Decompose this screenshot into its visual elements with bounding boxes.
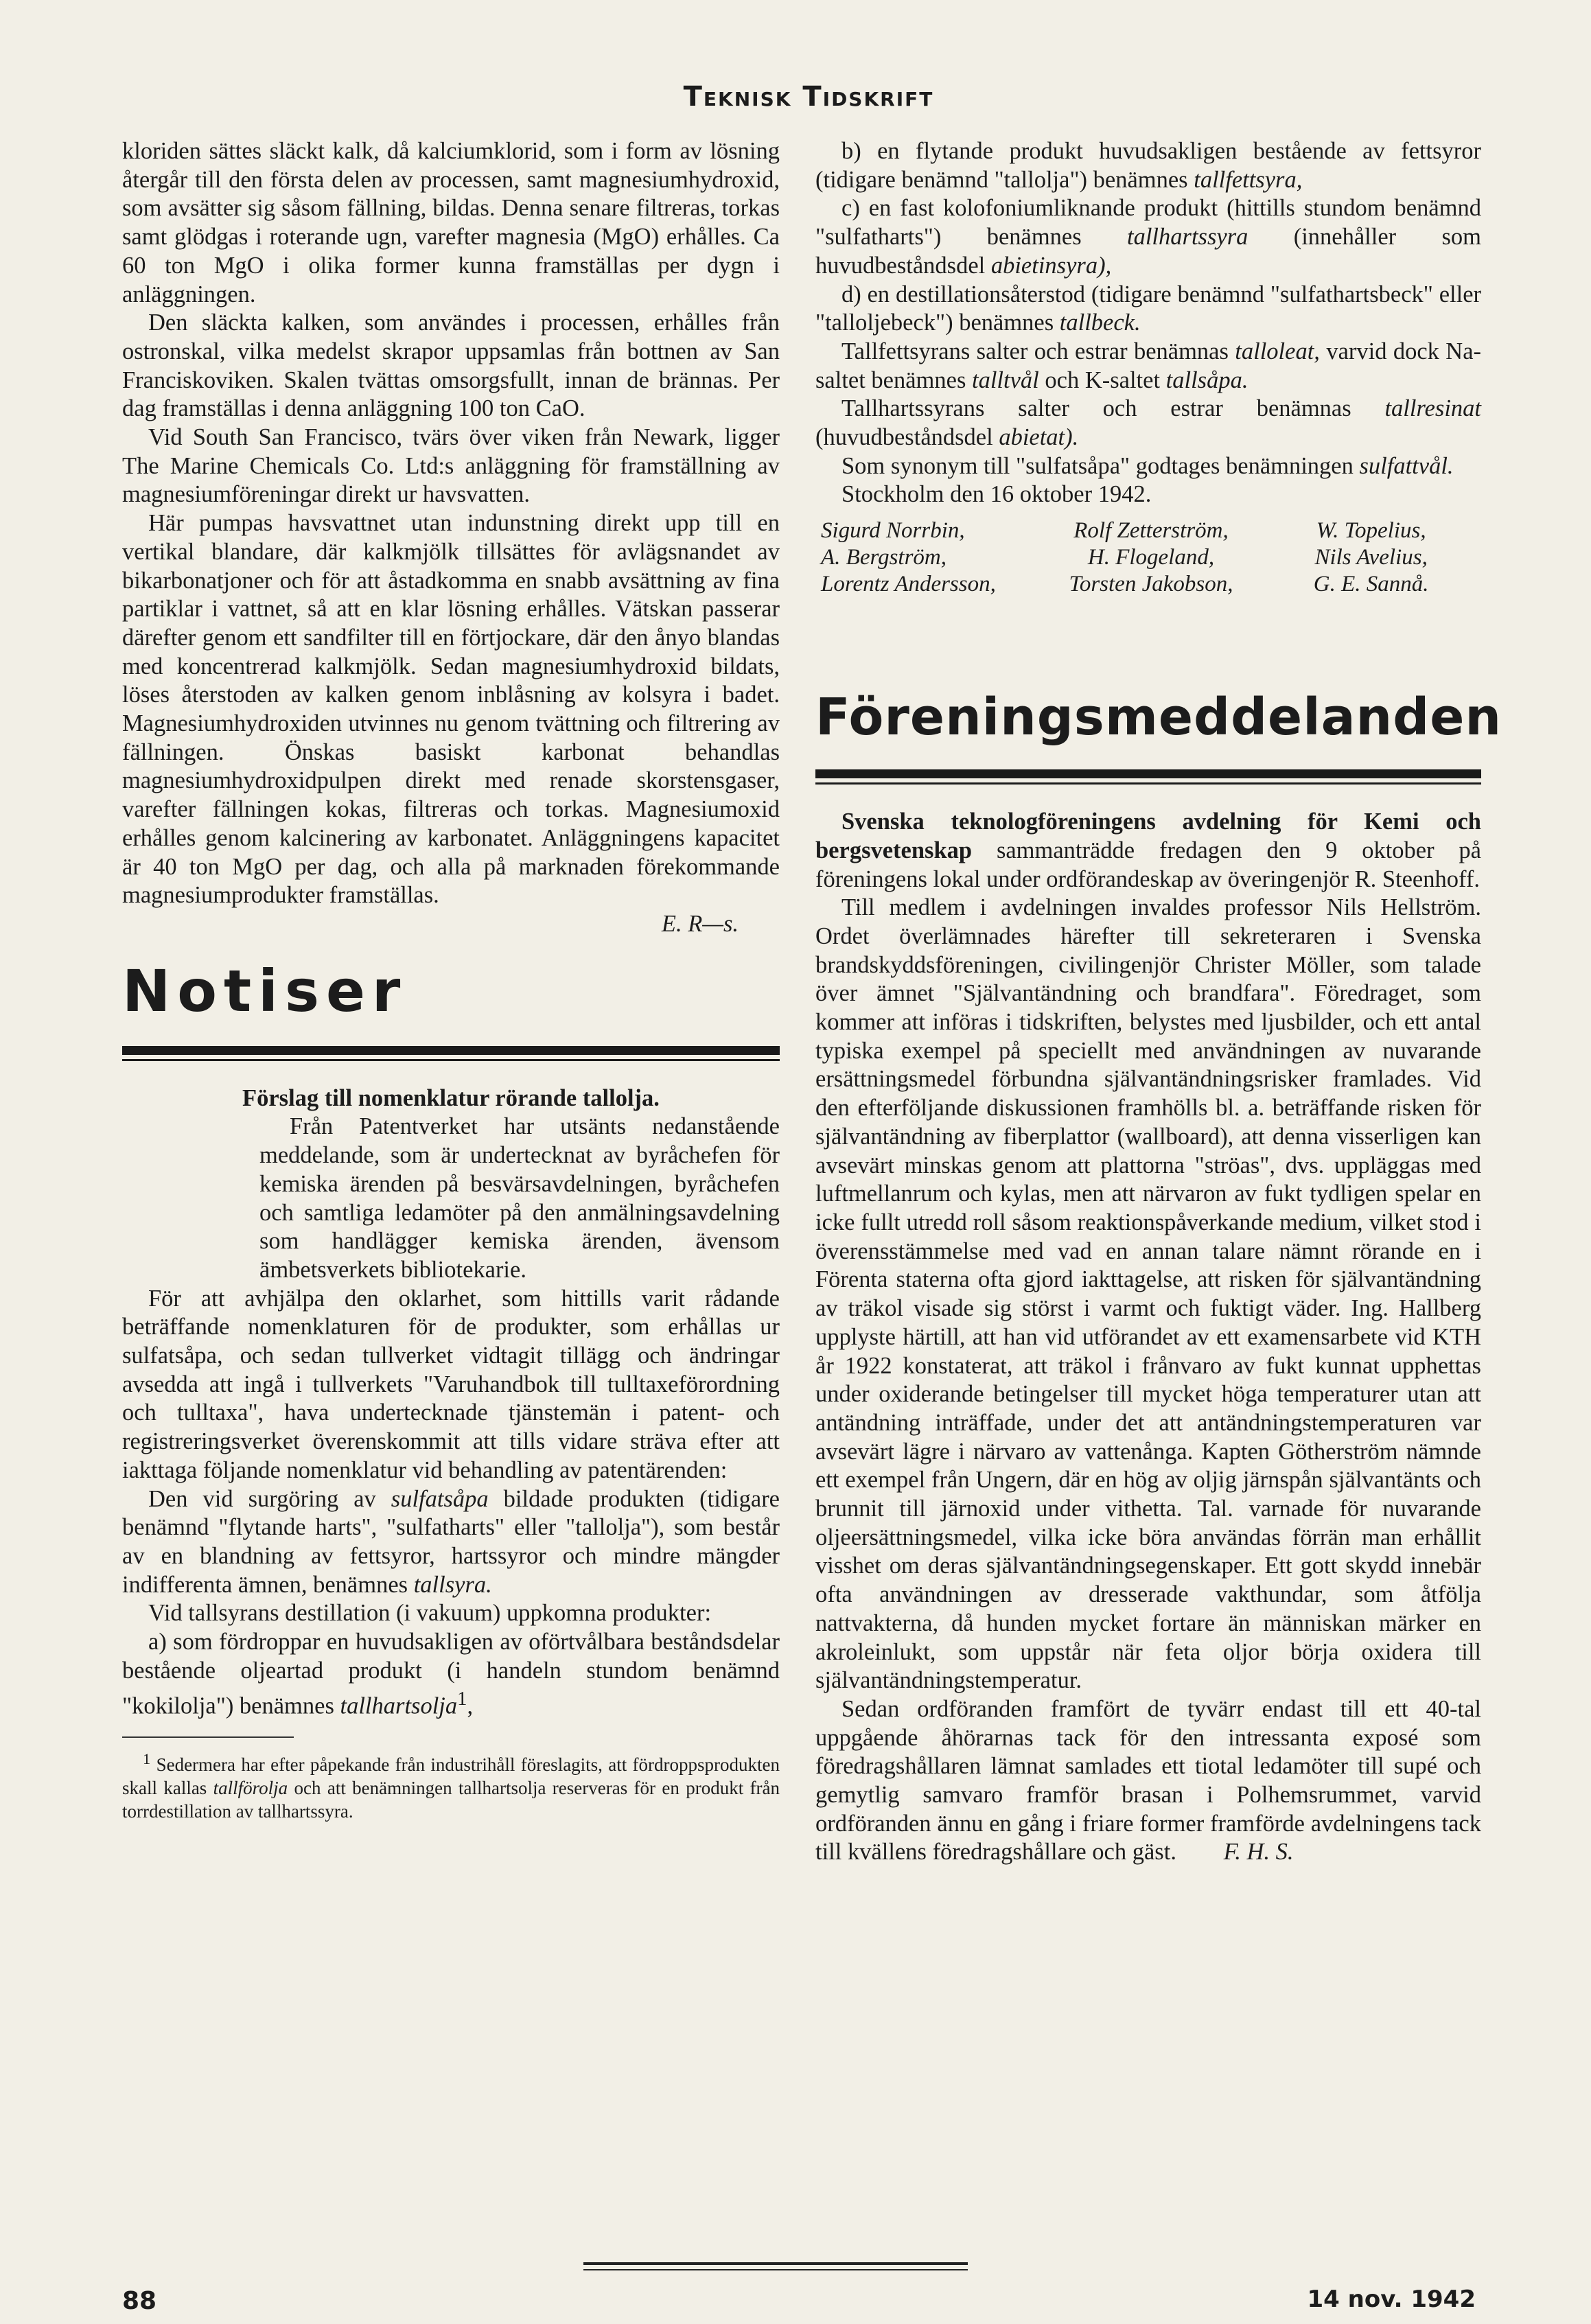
section-heading-foreningsmeddelanden: Föreningsmeddelanden	[815, 688, 1502, 747]
paragraph: kloriden sättes släckt kalk, då kalciumklorid, som i form av lösning återgår till den första delen av processen, samt magnesiumhydroxid, som avsätter sig såsom fällning, bildas. Denna senare filtreras, torkas samt glödgas i roterande ugn, varefter magnesia (MgO) erhålles. Ca 60 ton MgO i olika former kunna framställas per dygn i anläggningen.	[122, 138, 780, 307]
journal-masthead: Teknisk Tidskrift	[683, 81, 934, 113]
paragraph: Tallhartssyrans salter och estrar benämnas tallresinat (huvudbeståndsdel abietat).	[815, 395, 1481, 451]
signatory: W. Topelius,	[1316, 518, 1426, 544]
article-signature: E. R—s.	[661, 910, 739, 937]
signatory: Sigurd Norrbin,	[821, 518, 965, 544]
right-column	[815, 137, 1502, 1867]
paragraph: Vid South San Francisco, tvärs över viken från Newark, ligger The Marine Chemicals Co. Ltd:s anläggning för framställning av magnesiumföreningar direkt ur havsvatten.	[122, 424, 780, 508]
heading-rule-thick	[815, 769, 1481, 778]
paragraph: Svenska teknologföreningens avdelning för Kemi och bergsvetenskap sammanträdde fredagen den 9 oktober på föreningens lokal under ordförandeskap av överingenjör R. Steenhoff.	[815, 809, 1481, 892]
section-heading-notiser: Notiser	[122, 957, 408, 1025]
paragraph: Från Patentverket har utsänts nedanstående meddelande, som är undertecknat av byråchefen för kemiska ärenden på besvärsavdelningen, byråchefen och samtliga ledamöter på den anmälningsavdelning som handlägger kemiska ärenden, ävensom ämbetsverkets bibliotekarie.	[259, 1113, 780, 1283]
paragraph: b) en flytande produkt huvudsakligen bestående av fettsyror (tidigare benämnd "tallolja") benämnes tallfettsyra,	[815, 138, 1481, 193]
signatory: Rolf Zetterström,	[1073, 518, 1229, 544]
footnote-marker: 1	[457, 1688, 467, 1710]
heading-rule-thick	[122, 1046, 780, 1055]
issue-date: 14 nov. 1942	[1307, 2286, 1476, 2313]
heading-rule-thin	[122, 1059, 780, 1061]
paragraph: Vid tallsyrans destillation (i vakuum) uppkomna produkter:	[148, 1600, 712, 1627]
signatory: H. Flogeland,	[1087, 545, 1215, 570]
paragraph: Till medlem i avdelningen invaldes professor Nils Hellström. Ordet överlämnades härefter till sekreteraren i Svenska brandskyddsföreningen, civilingenjör Christer Möller, som talade över ämnet "Självantändning och brandfara". Föredraget, som kommer att införas i tidskriften, belystes med ljusbilder, och ett antal typiska exempel på speciellt med användningen av nuvarande ersättningsmedel förbundna självantändningsrisker framlades. Vid den efterföljande diskussionen framhölls bl. a. beträffande risken för självantändning av fiberplattor (wallboard), att denna visserligen kan avsevärt minskas genom att plattorna "ströas", dvs. uppläggas med luftmellanrum och kylas, men att närvaron av fukt tydligen spelar en icke fullt utredd roll såsom reaktionspåverkande medium, vilket stod i överensstämmelse med vad en annan talare nämnt rörande en i Förenta staterna ofta gjord iakttagelse, att risken för självantändning av träkol visade sig störst i varmt och fuktigt väder. Ing. Hallberg upplyste härtill, att han vid utförandet av ett examensarbete vid KTH år 1922 konstaterat, att träkol i frånvaro av fukt kunnat upphettas under oxiderande betingelser till mycket höga temperaturer utan att antändning inträffade, under det att antändningstemperaturen var avsevärt lägre i närvaro av vattenånga. Kapten Götherström nämnde ett exempel från Ungern, där en hög av oljig järnspån självantänts och brunnit till järnoxid under vithetta. Tal. varnade för nuvarande oljeersättningsmedel, vilka icke böra användas förrän man erhållit visshet om deras självantändningsegenskaper. Ett gott skydd innebär ofta användningen av dresserade vakthundar, som åtfölja nattvakterna, då hunden mycket fortare än människan märker en akroleinlukt, som uppstår när feta oljor börja oxidera till självantändningstemperatur.	[815, 894, 1481, 1694]
footnote: $^1$ Sedermera har efter påpekande från industrihåll föreslagits, att fördroppsprodukten skall kallas tallförolja och att benämningen tallhartsolja reserveras för en produkt från torrdestillation av tallhartssyra.	[122, 1750, 780, 1822]
paragraph: a) som fördroppar en huvudsakligen av oförtvålbara beståndsdelar bestående oljeartad produkt (i handeln stundom benämnd "kokilolja") benämnes tallhartsolja$^1$,	[122, 1629, 780, 1719]
signatory: Nils Avelius,	[1314, 545, 1428, 570]
notis-intro-block	[259, 1113, 780, 1284]
paragraph: Sedan ordföranden framfört de tyvärr endast till ett 40-tal uppgående åhörarnas tack för den intressanta exposé som föredragshållaren lämnat samlades ett tiotal ledamöter till supé och gemytlig samvaro framför brasan i Polhemsrummet, varvid ordföranden ännu en gång i friare former framförde avdelningens tack till kvällens föredragshållare och gäst. F. H. S.	[815, 1695, 1481, 1866]
paragraph: Som synonym till "sulfatsåpa" godtages benämningen sulfattvål.	[841, 452, 1454, 479]
paragraph: Här pumpas havsvattnet utan indunstning direkt upp till en vertikal blandare, där kalkmjölk tillsättes för avlägsnandet av bikarbonatjoner och för att åstadkomma en snabb avsättning av fina partiklar i vattnet, så att en klar lösning erhålles. Vätskan passerar därefter genom ett sandfilter till en förtjockare, där den ånyo blandas med koncentrerad kalkmjölk. Sedan magnesiumhydroxid bildats, löses återstoden av kalken genom inblåsning av kolsyra i badet. Magnesiumhydroxiden utvinnes nu genom tvättning och filtrering av fällningen. Önskas basiskt karbonat behandlas magnesiumhydroxidpulpen direkt med renade skorstensgaser, varefter fällningen kokas, filtreras och torkas. Magnesiumoxid erhålles genom kalcinering av karbonatet. Anläggningens kapacitet är 40 ton MgO per dag, och alla på marknaden förekommande magnesiumprodukter framställas.	[122, 510, 780, 909]
heading-rule-thin	[815, 782, 1481, 785]
signatory: Lorentz Andersson,	[821, 572, 996, 597]
paragraph: Den släckta kalken, som användes i processen, erhålles från ostronskal, vilka medelst skrapor uppsamlas från bottnen av San Franciskoviken. Skalen tvättas omsorgsfullt, innan de brännas. Per dag framställas i denna anläggning 100 ton CaO.	[122, 310, 780, 422]
paragraph: För att avhjälpa den oklarhet, som hittills varit rådande beträffande nomenklaturen för de produkter, som erhållas ur sulfatsåpa, och sedan tullverket vidtagit tillägg och ändringar avsedda att ingå i tullverkets "Varuhandbok till tulltaxeförordning och tulltaxa", hava undertecknade tjänstemän i patent- och registreringsverket överenskommit att tills vidare sträva efter att iakttaga följande nomenklatur vid behandling av patentärenden:	[122, 1285, 780, 1483]
paragraph: Den vid surgöring av sulfatsåpa bildade produkten (tidigare benämnd "flytande harts", "sulfatharts" eller "tallolja"), som består av en blandning av fettsyror, hartssyror och mindre mängder indifferenta ämnen, benämnes tallsyra.	[122, 1485, 780, 1598]
article-signature: F. H. S.	[1223, 1839, 1294, 1866]
footer-rules	[583, 2262, 968, 2270]
signatory: A. Bergström,	[821, 545, 947, 570]
signatory: G. E. Sannå.	[1313, 572, 1429, 597]
paragraph: c) en fast kolofoniumliknande produkt (hittills stundom benämnd "sulfatharts") benämnes tallhartssyra (innehåller som huvudbeståndsdel abietinsyra),	[815, 195, 1481, 279]
notis-title: Förslag till nomenklatur rörande tallolja.	[242, 1084, 660, 1111]
dateline: Stockholm den 16 oktober 1942.	[841, 481, 1152, 508]
signature-block	[815, 518, 1481, 598]
paragraph: d) en destillationsåterstod (tidigare benämnd "sulfathartsbeck" eller "talloljebeck") benämnes tallbeck.	[815, 281, 1481, 336]
left-column	[122, 137, 780, 1823]
footnote-rule	[122, 1736, 294, 1738]
paragraph: Tallfettsyrans salter och estrar benämnas talloleat, varvid dock Na-saltet benämnes talltvål och K-saltet tallsåpa.	[815, 338, 1481, 393]
page-number: 88	[122, 2287, 157, 2315]
signatory: Torsten Jakobson,	[1069, 572, 1233, 597]
